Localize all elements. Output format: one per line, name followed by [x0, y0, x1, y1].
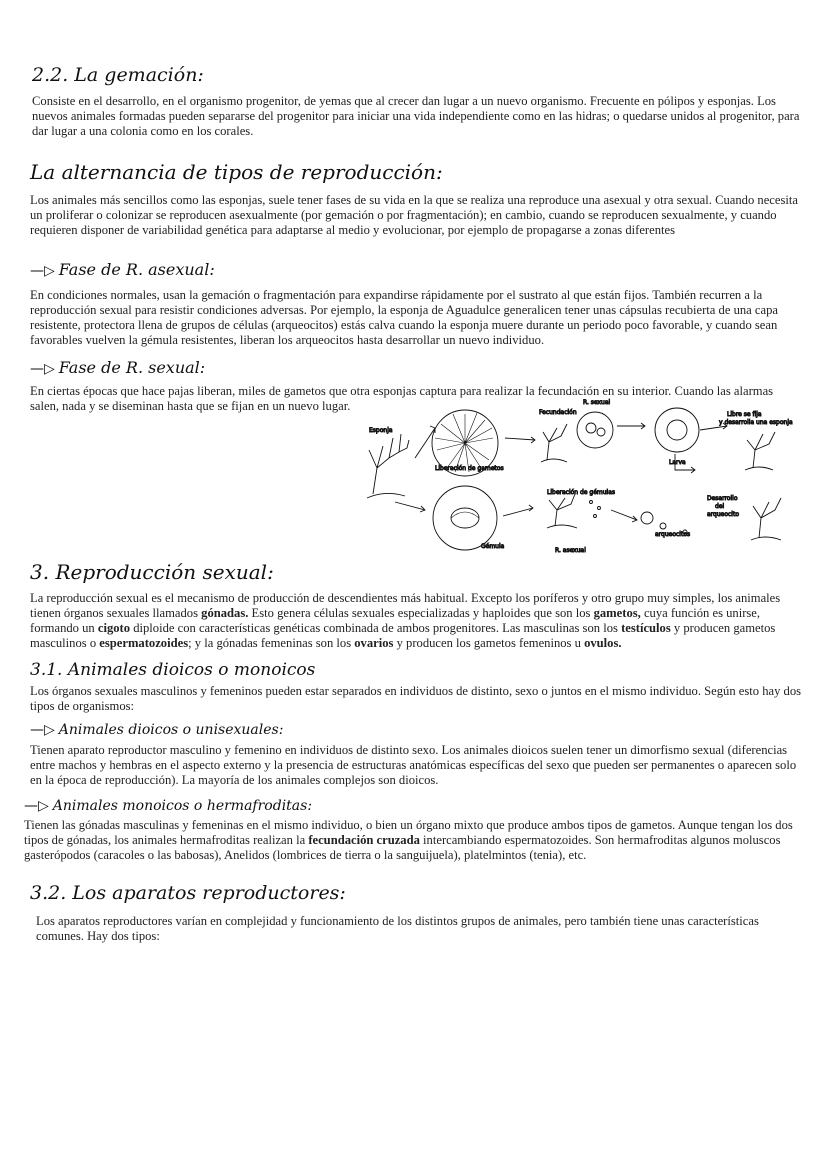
- heading-dioicos-label: Animales dioicos o unisexuales:: [58, 722, 284, 738]
- sponge-drawing-fecundacion: [541, 424, 567, 462]
- label-esponja: Esponja: [369, 427, 393, 434]
- sponge-drawing-left: [367, 434, 409, 498]
- sponge-drawing-right-bottom: [751, 498, 781, 540]
- label-fecundacion: Fecundación: [539, 409, 577, 416]
- sponge-drawing-right-top: [745, 432, 775, 470]
- arrow-icon: —▷: [30, 722, 55, 738]
- heading-aparatos: 3.2. Los aparatos reproductores:: [30, 882, 346, 904]
- heading-gemacion: 2.2. La gemación:: [32, 64, 204, 86]
- circle-gemula: [433, 486, 497, 550]
- paragraph-fase-asexual: En condiciones normales, usan la gemación o fragmentación para expandirse rápidamente por el sustrato al que están fijos. También recurren a la reproducción sexual para resistir condiciones adversas. Por ejemplo, la esponja de Aguadulce generalicen tener unas cápsulas recubierta de una capa resistente, protectora llena de grupos de células (arqueocitos) estás calva cuando la esponja muere durante un periodo poco favorable, y cuando sean favorables vuelven la gémula resistentes, liberan los arqueocitos hasta desarrollar un nuevo individuo.: [30, 288, 778, 347]
- heading-monoicos-label: Animales monoicos o hermafroditas:: [52, 798, 313, 814]
- sponge-reproduction-diagram: [355, 398, 805, 560]
- paragraph-gemacion: Consiste en el desarrollo, en el organismo progenitor, de yemas que al crecer dan lugar a un nuevo organismo. Frecuente en pólipos y esponjas. Los nuevos animales formadas pueden separarse del progenitor para iniciar una vida independiente como en las hidras; o quedarse unidos al progenitor, para dar lugar a una colonia como en los corales.: [32, 94, 800, 138]
- label-del: del: [715, 503, 725, 510]
- heading-alternancia: La alternancia de tipos de reproducción:: [30, 160, 443, 184]
- heading-fase-asexual: [30, 260, 215, 279]
- heading-dioicos-monoicos: 3.1. Animales dioicos o monoicos: [30, 660, 316, 680]
- label-liberacion-gametos: Liberación de gametos: [435, 465, 504, 472]
- arrow-icon: —▷: [24, 798, 49, 814]
- sponge-drawing-gemulas: [547, 494, 577, 528]
- paragraph-dioicos-monoicos: Los órganos sexuales masculinos y femeninos pueden estar separados en individuos de distinto, sexo o juntos en el mismo individuo. Según esto hay dos tipos de organismos:: [30, 684, 802, 713]
- label-desarrollo: Desarrollo: [707, 495, 738, 502]
- circle-fecundacion: [577, 412, 613, 448]
- arrow-icon: —▷: [30, 361, 55, 377]
- heading-fase-sexual-label: Fase de R. sexual:: [58, 358, 206, 377]
- label-gemula: Gémula: [481, 543, 505, 550]
- heading-fase-sexual: [30, 358, 205, 377]
- label-arqueocito: arqueocito: [707, 511, 740, 518]
- heading-dioicos: [30, 722, 283, 738]
- label-arqueocitos: arqueocitos: [655, 531, 691, 538]
- paragraph-dioicos: Tienen aparato reproductor masculino y femenino en individuos de distinto sexo. Los animales dioicos suelen tener un dimorfismo sexual (diferencias entre machos y hembras en el aspecto externo y la presencia de estructuras anatómicas específicas del sexo que pueden ser permanentes o aparecen solo en la época de reproducción). La mayoría de los animales complejos son dioicos.: [30, 743, 797, 787]
- label-larva: Larva: [669, 459, 686, 466]
- label-liberacion-gemulas: Liberación de gémulas: [547, 489, 616, 496]
- heading-reproduccion-sexual: 3. Reproducción sexual:: [30, 560, 274, 584]
- label-r-sexual-top: R. sexual: [583, 399, 611, 406]
- paragraph-alternancia: Los animales más sencillos como las esponjas, suele tener fases de su vida en la que se realiza una reproduce una asexual y otra sexual. Cuando necesita un proliferar o colonizar se reproducen asexualmente (por gemación o por fragmentación); en cambio, cuando se reproducen sexualmente, y cuando requieren disponer de variabilidad genética para adaptarse al medio y evolucionar, por ejemplo de propagarse a zonas diferentes: [30, 193, 798, 237]
- paragraph-monoicos: Tienen las gónadas masculinas y femeninas en el mismo individuo, o bien un órgano mixto que produce ambos tipos de gametos. Aunque tengan los dos tipos de gónadas, los animales hermafroditas realizan la fecundación cruzada intercambiando espermatozoides. Son hermafroditas algunos moluscos gasterópodos (caracoles o las babosas), Anelidos (lombrices de tierra o la sanguijuela), platelmintos (tenia), etc.: [24, 818, 793, 862]
- label-libre-fija: Libre se fija: [727, 411, 762, 418]
- paragraph-reproduccion-sexual: La reproducción sexual es el mecanismo de producción de descendientes más habitual. Excepto los poríferos y otro grupo muy simples, los animales tienen órganos sexuales llamados gónadas. Esto genera células sexuales especializadas y haploides que son los gametos, cuya función es unirse, formando un cigoto diploide con características genéticas combinada de ambos progenitores. Las masculinas son los testículos y producen gametos masculinos o espermatozoides; y la gónadas femeninas son los ovarios y producen los gametos femeninos u ovulos.: [30, 591, 781, 650]
- arrow-icon: —▷: [30, 263, 55, 279]
- label-r-asexual: R. asexual: [555, 547, 586, 554]
- heading-monoicos: [24, 798, 312, 814]
- paragraph-aparatos: Los aparatos reproductores varían en complejidad y funcionamiento de los distintos grupos de animales, pero también tiene unas características comunes. Hay dos tipos:: [36, 914, 759, 943]
- circle-larva: [655, 408, 699, 452]
- label-desarrolla-esponja: y desarrolla una esponja: [719, 419, 793, 426]
- paragraph-fase-sexual: En ciertas épocas que hace pajas liberan, miles de gametos que otra esponjas captura para realizar la fecundación en su interior. Cuando las alarmas salen, nada y se diseminan hasta que se fijan en un nuevo lugar.: [30, 384, 774, 413]
- circle-arqueocito: [641, 512, 653, 524]
- heading-fase-asexual-label: Fase de R. asexual:: [58, 260, 215, 279]
